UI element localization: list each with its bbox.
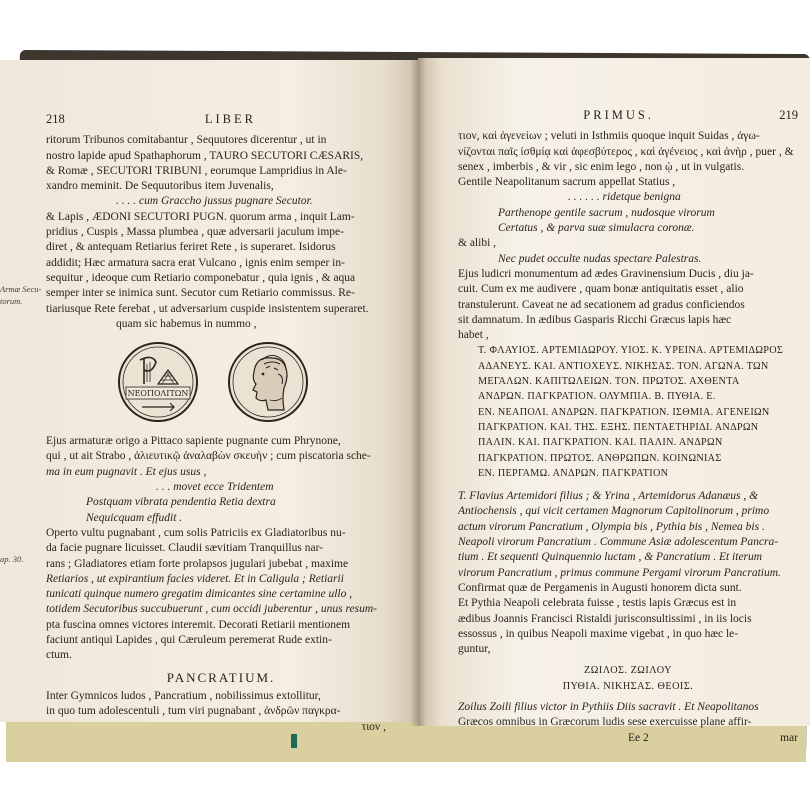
text-line: T. Flavius Artemidori filius ; & Yrina , Artemidorus Adanæus , & xyxy=(458,490,759,503)
text-line: Ejus ludicri monumentum ad ædes Gravinensium Ducis , diu ja- xyxy=(458,267,754,280)
inscription-line: ΕΝ. ΝΕΑΠΟΛΙ. ΑΝΔΡΩΝ. ΠΑΓΚΡΑΤΙΟΝ. ΙΣΘΜΙΑ. ΑΓΕΝΕΙΩΝ xyxy=(478,406,770,418)
text-line: in quo tum adolescentuli , tum viri pugnabant , ἀνδρῶν παγκρα- xyxy=(46,705,341,718)
section-title: PANCRATIUM. xyxy=(166,669,276,685)
coin-obverse-head xyxy=(226,340,310,424)
running-head xyxy=(46,112,396,127)
text-line: pta fuscina omnes victores interemit. Decorati Retiarii mentionem xyxy=(46,618,351,631)
page-number: 219 xyxy=(779,108,798,122)
text-line: Retiarios , ut expirantium facies videret. Et in Caligula ; Retiarii xyxy=(46,572,344,585)
text-line: quam sic habemus in nummo , xyxy=(116,317,257,330)
text-line: totidem Secutoribus succubuerunt , cum occidi juberentur , unus resum- xyxy=(46,603,377,616)
page-footer xyxy=(458,731,798,746)
bookmark-ribbon xyxy=(291,734,297,748)
text-line: habet , xyxy=(458,329,489,342)
text-line: Zoilus Zoili filius victor in Pythiis Diis sacravit . Et Neapolitanos xyxy=(458,700,759,713)
text-line: diret , & antequam Retiarius feriret Rete , is superaret. Isidorus xyxy=(46,241,336,254)
text-line: sequitur , ideoque cum Retiario componebatur , quia ignis , & aqua xyxy=(46,271,356,284)
inscription-line: ΖΩΙΛΟΣ. ΖΩΙΛΟΥ xyxy=(584,665,672,677)
text-line: Neapoli virorum Pancratium . Commune Asiæ adolescentum Pancra- xyxy=(458,536,779,549)
text-line: cuit. Cum ex me audivere , quam bonæ antiquitatis esset , alio xyxy=(458,283,744,296)
quote-line: Parthenope gentile sacrum , nudosque virorum xyxy=(498,206,715,219)
text-line: tiariusque Rete ferebat , ut adversarium cuspide insistentem superaret. xyxy=(46,302,369,315)
inscription-line: ΑΔΑΝΕΥΣ. ΚΑΙ. ΑΝΤΙΟΧΕΥΣ. ΝΙΚΗΣΑΣ. ΤΟΝ. ΑΓΩΝΑ. ΤΩΝ xyxy=(478,360,769,372)
text-line: xandro meminit. De Sequutoribus item Juvenalis, xyxy=(46,180,274,193)
inscription-line: ΠΥΘΙΑ. ΝΙΚΗΣΑΣ. ΘΕΟΙΣ. xyxy=(562,680,694,692)
coin-legend: ΝΕΟΠΟΛΙΤΩΝ xyxy=(127,389,189,399)
signature-mark: Ee 2 xyxy=(628,731,649,744)
text-line: ædibus Joannis Francisci Ristaldi jurisconsultissimi , in iis locis xyxy=(458,612,752,625)
text-line: rans ; Gladiatores etiam forte prolapsos jugulari jubebat , maxime xyxy=(46,557,349,570)
text-line: Inter Gymnicos ludos , Pancratium , nobilissimus extollitur, xyxy=(46,689,321,702)
text-line: essossus , in quibus Neapoli maxime vigebat , in quo hæc le- xyxy=(458,627,739,640)
text-line: & alibi , xyxy=(458,237,497,250)
text-line: Gentile Neapolitanum sacrum appellat Statius , xyxy=(458,176,676,189)
text-line: guntur, xyxy=(458,643,491,656)
margin-note: Armæ Secu- xyxy=(0,284,42,294)
inscription-line: Τ. ΦΛΑΥΙΟΣ. ΑΡΤΕΜΙΔΩΡΟΥ. ΥΙΟΣ. Κ. ΥΡΕΙΝΑ. ΑΡΤΕΜΙΔΩΡΟΣ xyxy=(478,345,784,357)
quote-line: Postquam vibrata pendentia Retia dextra xyxy=(86,496,276,509)
margin-note: torum. xyxy=(0,296,23,306)
inscription-line: ΑΝΔΡΩΝ. ΠΑΓΚΡΑΤΙΟΝ. ΟΛΥΜΠΙΑ. Β. ΠΥΘΙΑ. Ε. xyxy=(478,391,716,403)
text-line: Antiochensis , qui vicit certamen Magnorum Capitolinorum , primo xyxy=(458,505,770,518)
inscription-line: ΠΑΛΙΝ. ΚΑΙ. ΠΑΓΚΡΑΤΙΟΝ. ΚΑΙ. ΠΑΛΙΝ. ΑΝΔΡΩΝ xyxy=(478,437,723,449)
text-line: Et Pythia Neapoli celebrata fuisse , testis lapis Græcus est in xyxy=(458,597,737,610)
text-line: transtulerunt. Caveat ne ad secationem ad gradus conficiendos xyxy=(458,298,745,311)
text-line: virorum Pancratium , primus commune Pergami virorum Pancratium. xyxy=(458,566,781,579)
catchword: mar xyxy=(780,731,798,744)
left-page xyxy=(0,60,418,733)
running-head-title: LIBER xyxy=(204,112,256,126)
running-head xyxy=(458,108,798,123)
text-line: tunicati quinque numero gregatim dimicantes sine certamine ullo , xyxy=(46,588,353,601)
quote-line: . . . movet ecce Tridentem xyxy=(156,481,274,494)
text-line: senex , imberbis , & vir , sic enim lego , non ᾡ , ut in vulgatis. xyxy=(458,160,745,173)
left-page-text xyxy=(46,112,396,735)
quote-line: . . . . cum Graccho jussus pugnare Secutor. xyxy=(116,195,313,208)
coin-illustration xyxy=(46,340,396,424)
text-line: ctum. xyxy=(46,649,72,662)
quote-line: Certatus , & parva suæ simulacra coronæ. xyxy=(498,222,695,235)
quote-line: . . . . . . ridetque benigna xyxy=(568,191,681,204)
text-line: nostro lapide apud Spathaphorum , TAURO SECUTORI CÆSARIS, xyxy=(46,149,364,162)
text-line: Confirmat quæ de Pergamenis in Augusti honorem dicta sunt. xyxy=(458,581,742,594)
text-line: Ejus armaturæ origo a Pittaco sapiente pugnante cum Phrynone, xyxy=(46,435,341,448)
right-page-text xyxy=(458,108,798,746)
text-line: & Lapis , ÆDONI SECUTORI PUGN. quorum arma , inquit Lam- xyxy=(46,210,355,223)
inscription-line: ΠΑΓΚΡΑΤΙΟΝ. ΠΡΩΤΟΣ. ΑΝΘΡΩΠΩΝ. ΚΟΙΝΩΝΙΑΣ xyxy=(478,452,722,464)
text-line: & Romæ , SECUTORI TRIBUNI , eorumque Lampridius in Ale- xyxy=(46,164,347,177)
page-number: 218 xyxy=(46,112,65,126)
text-line: τιον, καὶ ἀγενείων ; veluti in Isthmiis quoque inquit Suidas , ἀγω- xyxy=(458,130,760,143)
text-line: qui , ut ait Strabo , ἁλιευτικῷ ἀναλαβὼν σκευὴν ; cum piscatoria sche- xyxy=(46,450,371,463)
quote-line: Nec pudet occulte nudas spectare Palestras. xyxy=(498,252,702,265)
text-line: ritorum Tribunos comitabantur , Sequutores dicerentur , ut in xyxy=(46,134,327,147)
book-gutter xyxy=(410,58,426,726)
text-line: Græcos omnibus in Græcorum ludis sese exercuisse plane affir- xyxy=(458,716,752,729)
text-line: faciunt antiqui Lapides , qui Cæruleum peremerat Rude extin- xyxy=(46,634,332,647)
text-line: addidit; Hæc armatura sacra erat Vulcano , ignis enim semper in- xyxy=(46,256,345,269)
catchword: τιον , xyxy=(361,720,386,733)
running-head-title: PRIMUS. xyxy=(583,108,654,122)
text-line: tium . Et sequenti Quinquennio luctam , & Pancratium . Et iterum xyxy=(458,551,763,564)
coin-reverse xyxy=(116,340,200,424)
text-line: ma in eum pugnavit . Et ejus usus , xyxy=(46,465,207,478)
text-line: semper inter se inimica sunt. Secutor cum Retiario commissus. Re- xyxy=(46,287,355,300)
text-line: sit damnatum. In ædibus Gasparis Ricchi Græcus lapis hæc xyxy=(458,313,732,326)
quote-line: Nequicquam effudit . xyxy=(86,511,183,524)
inscription-line: ΜΕΓΑΛΩΝ. ΚΑΠΙΤΩΛΕΙΩΝ. ΤΟΝ. ΠΡΩΤΟΣ. ΑΧΘΕΝΤΑ xyxy=(478,376,740,388)
inscription-line: ΕΝ. ΠΕΡΓΑΜΩ. ΑΝΔΡΩΝ. ΠΑΓΚΡΑΤΙΟΝ xyxy=(478,467,669,479)
text-line: da facie pugnare licuisset. Claudii sævitiam Tranquillus nar- xyxy=(46,542,323,555)
inscription-line: ΠΑΓΚΡΑΤΙΟΝ. ΚΑΙ. ΤΗΣ. ΕΞΗΣ. ΠΕΝΤΑΕΤΗΡΙΔΙ. ΑΝΔΡΩΝ xyxy=(478,421,759,433)
text-line: pridius , Cuspis , Massa plumbea , quæ adversarii jaculum impe- xyxy=(46,226,344,239)
text-line: Operto vultu pugnabant , cum solis Patriciis ex Gladiatoribus nu- xyxy=(46,526,346,539)
margin-note: ap. 30. xyxy=(0,554,24,564)
text-line: νίζονται παῖς ἰσθμίᾳ καὶ ἀφεσβύτερος , καὶ ἀγένειος , καὶ ἀνὴρ , puer , & xyxy=(458,145,794,158)
text-line: actum virorum Pancratium , Olympia bis , Pythia bis , Nemea bis . xyxy=(458,520,765,533)
right-page xyxy=(418,58,810,744)
